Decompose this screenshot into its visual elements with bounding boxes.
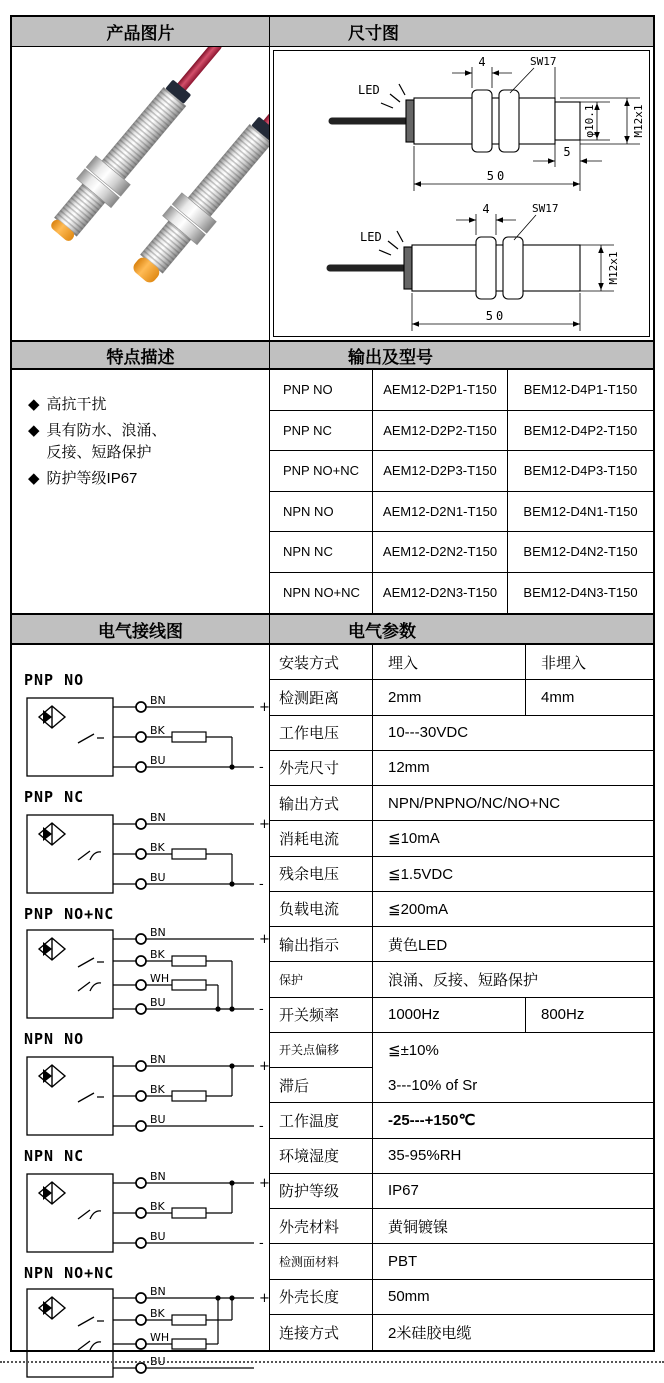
- polarity-sign: -: [259, 1236, 264, 1251]
- wiring-diagram-title: NPN NO+NC: [24, 1264, 115, 1282]
- electrical-params-header: [270, 613, 653, 645]
- param-values: [373, 892, 653, 927]
- param-values: [373, 1033, 653, 1068]
- led-label: LED: [360, 230, 382, 244]
- param-value: 黄铜镀镍: [373, 1209, 653, 1244]
- param-row: [270, 857, 653, 892]
- param-label: 消耗电流: [270, 821, 373, 856]
- load-resistor: [172, 1315, 206, 1325]
- param-values: [373, 962, 653, 997]
- param-values: [373, 751, 653, 786]
- header-label: 电气参数: [348, 621, 416, 641]
- header-label: 尺寸图: [348, 24, 399, 43]
- param-value: ≦±10%: [388, 1042, 439, 1060]
- param-row: [270, 680, 653, 715]
- param-row: [270, 1033, 653, 1068]
- wire-color-label: BN: [150, 811, 166, 824]
- model-b-cell: BEM12-D4P3-T150: [508, 451, 653, 492]
- wire-color-label: BN: [150, 926, 166, 939]
- param-row: [270, 1103, 653, 1138]
- wire-color-label: BN: [150, 1053, 166, 1066]
- output-models-header: [270, 340, 653, 370]
- param-values: [373, 1139, 653, 1174]
- param-values: [373, 998, 653, 1033]
- wiring-header: [12, 613, 270, 645]
- wire-color-label: WH: [150, 972, 170, 985]
- param-label: 外壳材料: [270, 1209, 373, 1244]
- sensor-outline: [332, 90, 580, 152]
- wire-color-label: BK: [150, 724, 165, 737]
- model-a-cell: AEM12-D2P2-T150: [373, 411, 508, 452]
- header-label: 输出及型号: [348, 347, 433, 367]
- param-values: [373, 1174, 653, 1209]
- model-b-cell: BEM12-D4N3-T150: [523, 585, 638, 601]
- output-type-cell: NPN NC: [270, 532, 373, 573]
- param-row: [270, 1174, 653, 1209]
- param-row: [270, 1244, 653, 1279]
- param-values: [373, 716, 653, 751]
- wiring-diagram-svg: [24, 808, 270, 894]
- param-row: [270, 1139, 653, 1174]
- param-row: [270, 1280, 653, 1315]
- param-value: NPN/PNPNO/NC/NO+NC: [373, 786, 653, 821]
- feature-item: [28, 394, 261, 417]
- param-row: [270, 1315, 653, 1350]
- model-a-cell: AEM12-D2N3-T150: [373, 573, 508, 614]
- param-value: 12mm: [373, 751, 653, 786]
- param-value: 埋入: [373, 645, 526, 680]
- param-value: 非埋入: [526, 645, 653, 680]
- sensor-outline: [330, 237, 580, 299]
- dimensions-header: [270, 17, 653, 47]
- param-label: 负载电流: [270, 892, 373, 927]
- diamond-bullet-icon: ◆: [28, 469, 40, 487]
- param-values: [373, 645, 653, 680]
- param-row: [270, 821, 653, 856]
- product-photo: [13, 47, 269, 339]
- polarity-sign: -: [259, 760, 264, 775]
- wire-color-label: BK: [150, 1200, 165, 1213]
- param-value: 4mm: [526, 680, 653, 715]
- param-label: 滞后: [270, 1068, 373, 1103]
- param-label: 防护等级: [270, 1174, 373, 1209]
- param-values: [373, 857, 653, 892]
- wiring-diagram-title: NPN NO: [24, 1030, 85, 1048]
- param-label: 工作温度: [270, 1103, 373, 1138]
- param-value: 50mm: [373, 1280, 653, 1315]
- product-image-header: [12, 17, 270, 47]
- wire-color-label: BU: [150, 996, 166, 1009]
- model-b-cell: BEM12-D4N1-T150: [508, 492, 653, 533]
- feature-text: 高抗干扰: [46, 396, 107, 413]
- param-value: 3---10% of Sr: [373, 1068, 653, 1103]
- param-label: 检测面材料: [270, 1244, 373, 1279]
- param-values: [373, 786, 653, 821]
- load-resistor: [172, 849, 206, 859]
- feature-text: 防护等级IP67: [46, 469, 138, 487]
- load-resistor: [172, 1091, 206, 1101]
- wiring-diagrams: [12, 645, 270, 1368]
- model-b-cell: BEM12-D4P1-T150: [508, 370, 653, 411]
- wire-color-label: BK: [150, 948, 165, 961]
- load-resistor: [172, 980, 206, 990]
- wiring-diagram-pnp-nc: [24, 788, 269, 899]
- wire-color-label: BU: [150, 1355, 166, 1368]
- param-label: 残余电压: [270, 857, 373, 892]
- param-values: [373, 1103, 653, 1138]
- param-values: [373, 680, 653, 715]
- param-value: PBT: [373, 1244, 653, 1279]
- polarity-sign: -: [259, 877, 264, 892]
- wire-color-label: BK: [150, 1307, 165, 1320]
- param-values: [373, 1315, 653, 1350]
- model-a-cell: AEM12-D2P1-T150: [373, 370, 508, 411]
- features-header: [12, 340, 270, 370]
- polarity-sign: -: [259, 1002, 264, 1017]
- wire-color-label: BU: [150, 754, 166, 767]
- model-b-cell: BEM12-D4N2-T150: [508, 532, 653, 573]
- model-a-cell: AEM12-D2N2-T150: [373, 532, 508, 573]
- sensor-right: [123, 66, 269, 292]
- param-row: [270, 645, 653, 680]
- features-list: [12, 370, 270, 613]
- output-table-row: [270, 573, 653, 614]
- dim-label-5: 5: [563, 145, 571, 159]
- param-value: 黄色LED: [373, 927, 653, 962]
- output-type-cell: PNP NO: [270, 370, 373, 411]
- model-a-cell: AEM12-D2P3-T150: [373, 451, 508, 492]
- output-model-table: [270, 370, 653, 613]
- wire-color-label: BU: [150, 1230, 166, 1243]
- wiring-diagram-title: PNP NO: [24, 671, 85, 689]
- load-resistor: [172, 956, 206, 966]
- polarity-sign: +: [259, 1059, 270, 1074]
- param-row: [270, 716, 653, 751]
- param-row: [270, 751, 653, 786]
- param-values: [373, 821, 653, 856]
- output-type-cell: PNP NO+NC: [270, 451, 373, 492]
- header-label: 特点描述: [106, 347, 175, 367]
- polarity-sign: +: [259, 1176, 270, 1191]
- wiring-diagram-title: NPN NC: [24, 1147, 85, 1165]
- param-row: [270, 1209, 653, 1244]
- output-table-row: [270, 411, 653, 452]
- wiring-diagram-title: PNP NC: [24, 788, 85, 806]
- param-value: ≦200mA: [373, 892, 653, 927]
- page-break-dotted-line: [0, 1361, 664, 1363]
- dimension-frame: [273, 50, 650, 337]
- param-value: 浪涌、反接、短路保护: [373, 962, 653, 997]
- dim-label-4: 4: [482, 202, 490, 216]
- param-value: 10---30VDC: [373, 716, 653, 751]
- wrench-size-label: SW17: [530, 55, 557, 68]
- dimension-drawing-flush: [274, 51, 650, 196]
- wiring-diagram-pnp-no: [24, 671, 269, 782]
- wiring-diagram-svg: [24, 1167, 270, 1253]
- output-type-cell: NPN NO+NC: [270, 573, 373, 614]
- param-row: [270, 786, 653, 821]
- wiring-diagram-npn-no: [24, 1030, 269, 1141]
- output-table-row: [270, 370, 653, 411]
- datasheet-table: [10, 15, 655, 1368]
- param-label: 外壳尺寸: [270, 751, 373, 786]
- model-b-cell: BEM12-D4P2-T150: [508, 411, 653, 452]
- wire-color-label: BK: [150, 841, 165, 854]
- wiring-diagram-svg: [24, 925, 270, 1019]
- product-photo-cell: [12, 47, 270, 340]
- wire-color-label: BK: [150, 1083, 165, 1096]
- wire-color-label: BN: [150, 1170, 166, 1183]
- param-label: 检测距离: [270, 680, 373, 715]
- param-label: 安装方式: [270, 645, 373, 680]
- feature-item: [28, 468, 261, 491]
- param-value: IP67: [373, 1174, 653, 1209]
- feature-item: [28, 420, 261, 465]
- param-row: [270, 927, 653, 962]
- header-label: 产品图片: [106, 24, 175, 43]
- led-label: LED: [358, 83, 380, 97]
- param-label: 开关点偏移: [270, 1033, 373, 1068]
- param-value: ≦10mA: [373, 821, 653, 856]
- param-label: 开关频率: [270, 998, 373, 1033]
- model-a-cell: AEM12-D2N1-T150: [373, 492, 508, 533]
- polarity-sign: +: [259, 932, 270, 947]
- polarity-sign: +: [259, 817, 270, 832]
- polarity-sign: +: [259, 1291, 270, 1306]
- load-resistor: [172, 1339, 206, 1349]
- output-table-row: [270, 451, 653, 492]
- param-label: 工作电压: [270, 716, 373, 751]
- output-type-cell: NPN NO: [270, 492, 373, 533]
- param-label: 环境湿度: [270, 1139, 373, 1174]
- dim-label-50: 50: [486, 169, 508, 183]
- wiring-diagram-pnp-no-nc: [24, 905, 269, 1024]
- params-table: [270, 645, 653, 1350]
- load-resistor: [172, 732, 206, 742]
- thread-label: M12x1: [607, 251, 620, 285]
- output-table-row: [270, 532, 653, 573]
- wire-color-label: BU: [150, 1113, 166, 1126]
- wire-color-label: BU: [150, 871, 166, 884]
- wire-color-label: BN: [150, 694, 166, 707]
- param-value: 35-95%RH: [373, 1139, 653, 1174]
- param-row: [270, 892, 653, 927]
- feature-text: 具有防水、浪涌、反接、短路保护: [46, 421, 167, 461]
- output-table-row: [270, 492, 653, 533]
- param-row: [270, 998, 653, 1033]
- wiring-diagram-npn-nc: [24, 1147, 269, 1258]
- dimension-drawings-cell: [270, 47, 653, 340]
- param-value: -25---+150℃: [373, 1103, 653, 1138]
- param-row: [270, 962, 653, 997]
- param-values: [373, 1209, 653, 1244]
- thread-label: M12x1: [632, 104, 645, 138]
- param-label: 外壳长度: [270, 1280, 373, 1315]
- polarity-sign: +: [259, 700, 270, 715]
- param-value: 2mm: [373, 680, 526, 715]
- param-label: 连接方式: [270, 1315, 373, 1350]
- param-value: 2米硅胶电缆: [388, 1324, 472, 1342]
- dimension-drawing-nonflush: [274, 196, 650, 336]
- param-value: ≦1.5VDC: [373, 857, 653, 892]
- wiring-diagram-svg: [24, 1284, 270, 1378]
- diameter-label: φ10.1: [583, 104, 596, 138]
- param-values: [373, 927, 653, 962]
- wiring-diagram-svg: [24, 1050, 270, 1136]
- param-value: 1000Hz: [373, 998, 526, 1033]
- wiring-diagram-svg: [24, 691, 270, 777]
- param-label: 输出指示: [270, 927, 373, 962]
- dim-label-4: 4: [478, 55, 486, 69]
- polarity-sign: -: [259, 1119, 264, 1134]
- wiring-diagram-npn-no-nc: [24, 1264, 269, 1383]
- param-values: [373, 1244, 653, 1279]
- output-type-cell: PNP NC: [270, 411, 373, 452]
- param-label: 输出方式: [270, 786, 373, 821]
- param-label: 保护: [270, 962, 373, 997]
- wire-color-label: BN: [150, 1285, 166, 1298]
- param-row: [270, 1068, 653, 1103]
- param-values: [373, 1280, 653, 1315]
- param-values: [373, 1068, 653, 1103]
- diamond-bullet-icon: ◆: [28, 421, 40, 439]
- wrench-size-label: SW17: [532, 202, 559, 215]
- header-label: 电气接线图: [98, 621, 183, 641]
- dim-label-50: 50: [485, 309, 507, 323]
- param-value: 800Hz: [526, 998, 653, 1033]
- load-resistor: [172, 1208, 206, 1218]
- wire-color-label: WH: [150, 1331, 170, 1344]
- diamond-bullet-icon: ◆: [28, 396, 40, 413]
- wiring-diagram-title: PNP NO+NC: [24, 905, 115, 923]
